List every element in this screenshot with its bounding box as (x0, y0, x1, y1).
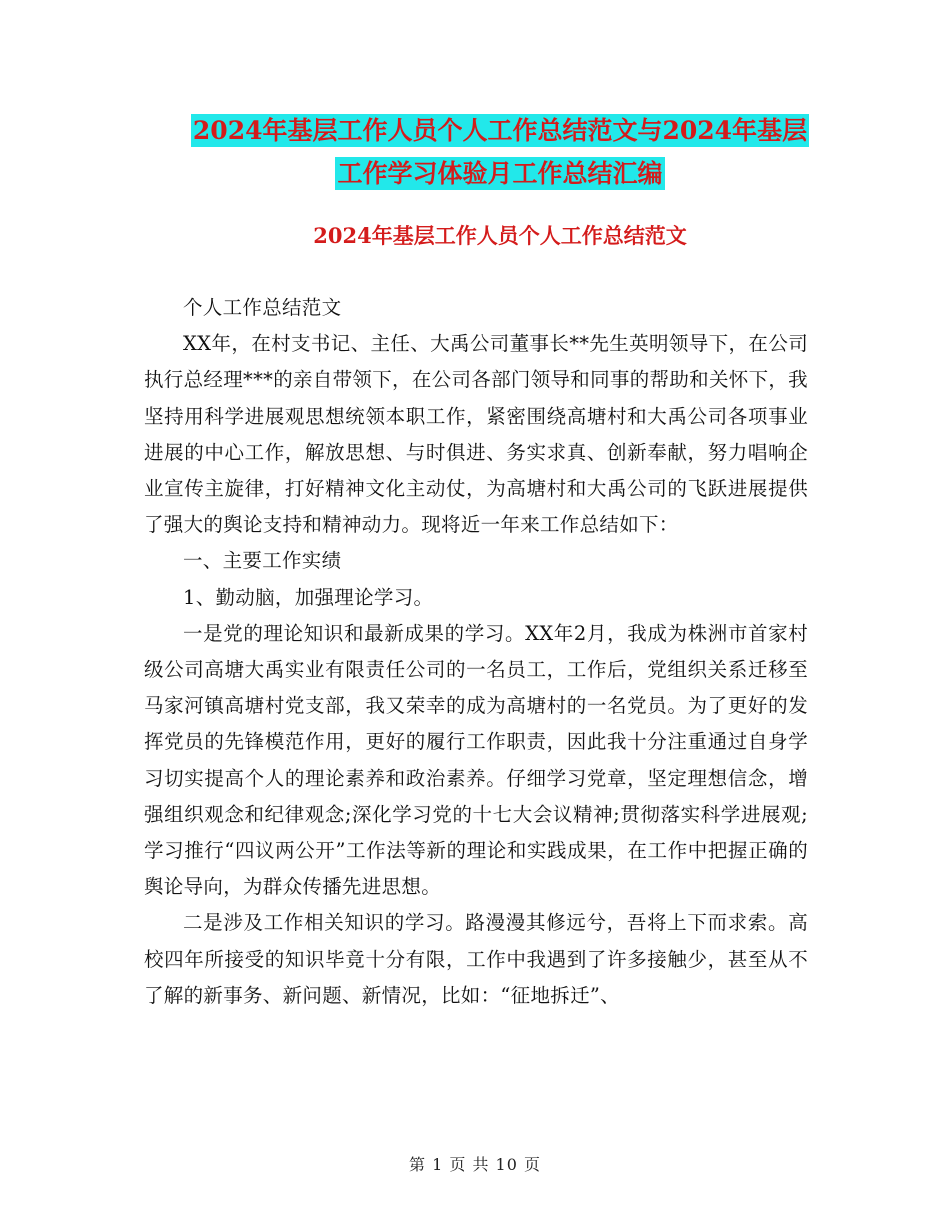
section-title: 2024年基层工作人员个人工作总结范文 (313, 223, 687, 248)
paragraph-work-knowledge: 二是涉及工作相关知识的学习。路漫漫其修远兮，吾将上下而求索。高校四年所接受的知识毕竟十分有限，工作中我遇到了许多接触少，甚至从不了解的新事务、新问题、新情况，比如：“征地拆迁”、 (144, 911, 808, 1007)
paragraph-heading-study: 1、勤动脑，加强理论学习。 (183, 585, 434, 609)
document-body (144, 290, 808, 1014)
document-title-line-1: 2024年基层工作人员个人工作总结范文与2024年基层 (192, 116, 808, 145)
paragraph-intro: XX年，在村支书记、主任、大禹公司董事长**先生英明领导下，在公司执行总经理***的亲自带领下，在公司各部门领导和同事的帮助和关怀下，我坚持用科学进展观思想统领本职工作，紧密围绕高塘村和大禹公司各项事业进展的中心工作，解放思想、与时俱进、务实求真、创新奉献，努力唱响企业宣传主旋律，打好精神文化主动仗，为高塘村和大禹公司的飞跃进展提供了强大的舆论支持和精神动力。现将近一年来工作总结如下： (144, 332, 808, 537)
paragraph-subtitle: 个人工作总结范文 (183, 296, 342, 319)
document-title-line-2: 工作学习体验月工作总结汇编 (337, 159, 663, 188)
page-footer: 第 1 页 共 10 页 (409, 1155, 541, 1174)
paragraph-party-theory: 一是党的理论知识和最新成果的学习。XX年2月，我成为株洲市首家村级公司高塘大禹实业有限责任公司的一名员工，工作后，党组织关系迁移至马家河镇高塘村党支部，我又荣幸的成为高塘村的一名党员。为了更好的发挥党员的先锋模范作用，更好的履行工作职责，因此我十分注重通过自身学习切实提高个人的理论素养和政治素养。仔细学习党章，坚定理想信念，增强组织观念和纪律观念;深化学习党的十七大会议精神;贯彻落实科学进展观;学习推行“四议两公开”工作法等新的理论和实践成果，在工作中把握正确的舆论导向，为群众传播先进思想。 (144, 621, 808, 899)
paragraph-heading-achievements: 一、主要工作实绩 (183, 549, 342, 573)
